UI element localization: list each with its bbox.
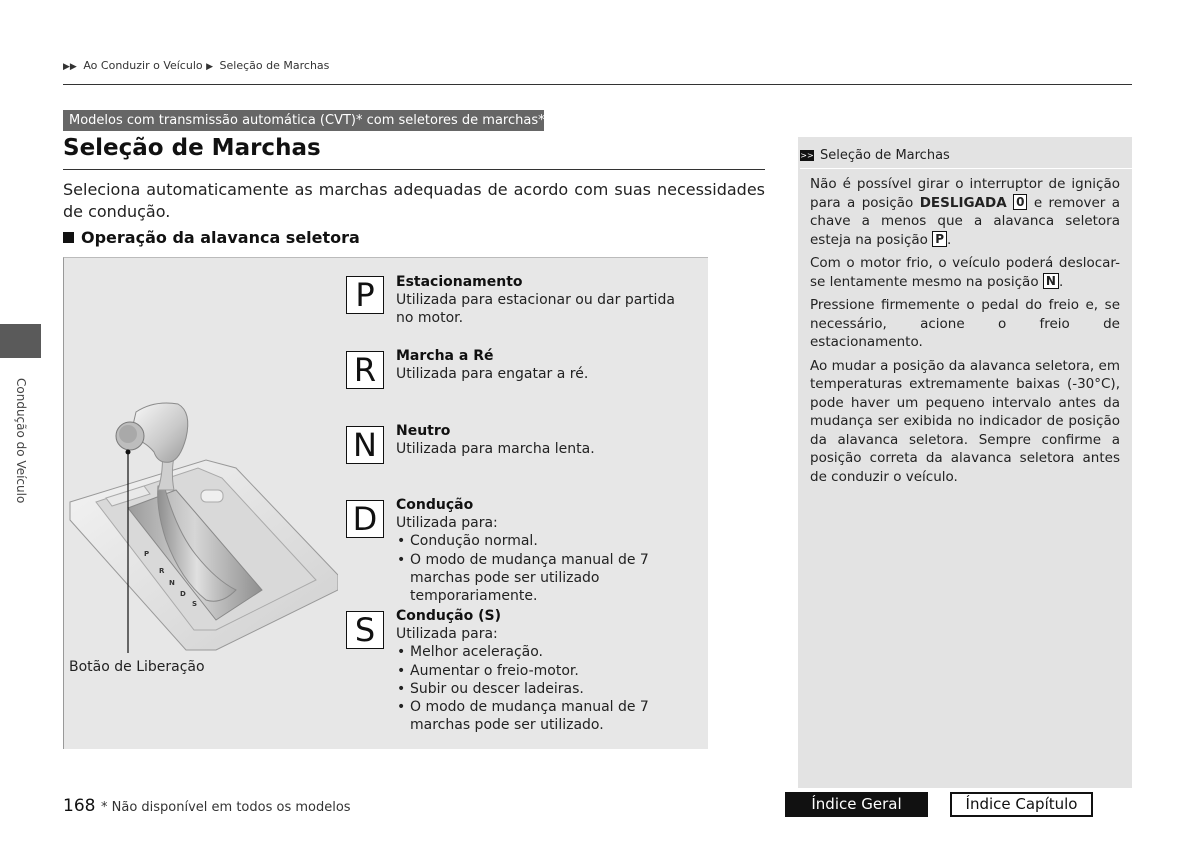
release-button-label: Botão de Liberação [69, 659, 205, 675]
shift-lever-illustration [66, 390, 338, 655]
note-paragraph [810, 254, 1120, 291]
gear-p-icon: P [346, 276, 384, 314]
gear-text: Utilizada para engatar a ré. [396, 366, 589, 383]
note-text: . [1058, 273, 1064, 290]
top-divider [63, 84, 1132, 85]
gear-title: Marcha a Ré [396, 348, 494, 364]
notes-divider [800, 168, 1132, 169]
chapter-index-button[interactable]: Índice Capítulo [950, 792, 1093, 817]
shift-letter-p: P [144, 550, 150, 558]
gear-text: Utilizada para: [396, 515, 498, 532]
list-item: • O modo de mudança manual de 7 marchas pode ser utilizado. [396, 698, 696, 734]
note-text: Não é possível girar o interruptor de ignição para a posição [810, 176, 1120, 211]
gear-d-icon: D [346, 500, 384, 538]
general-index-button[interactable]: Índice Geral [785, 792, 928, 817]
intro-text: Seleciona automaticamente as marchas adequadas de acordo com suas necessidades de condução. [63, 180, 765, 221]
note-bold: DESLIGADA [919, 194, 1007, 211]
gear-s-icon: S [346, 611, 384, 649]
gear-text: Utilizada para: [396, 626, 498, 643]
gear-r-icon: R [346, 351, 384, 389]
page-title: Seleção de Marchas [63, 135, 321, 161]
gear-text: Utilizada para marcha lenta. [396, 441, 595, 458]
double-chevron-icon: >> [800, 151, 814, 160]
gear-n-icon: N [346, 426, 384, 464]
chapter-label: Condução do Veículo [14, 378, 28, 504]
footnote: * Não disponível em todos os modelos [101, 800, 351, 815]
gear-title: Neutro [396, 423, 451, 439]
page-number: 168 [63, 796, 96, 816]
list-item: • Aumentar o freio-motor. [396, 662, 696, 680]
note-text: Com o motor frio, o veículo poderá deslocar-se lentamente mesmo na posição [810, 255, 1120, 290]
key-0-icon: 0 [1013, 194, 1027, 210]
note-text: e remover a chave a menos que a alavanca seletora esteja na posição [810, 194, 1120, 248]
gear-bullets [396, 643, 696, 734]
list-item: • Melhor aceleração. [396, 643, 696, 661]
key-p-icon: P [932, 231, 947, 247]
chapter-tab [0, 324, 41, 358]
list-item: • O modo de mudança manual de 7 marchas pode ser utilizado temporariamente. [396, 551, 696, 606]
breadcrumb-section[interactable]: Ao Conduzir o Veículo [83, 59, 203, 72]
shift-letter-r: R [159, 567, 165, 575]
breadcrumb-page[interactable]: Seleção de Marchas [219, 59, 330, 72]
gear-d-desc [396, 496, 696, 605]
gear-text: Utilizada para estacionar ou dar partida no motor. [396, 292, 675, 327]
gear-p-desc [396, 273, 696, 328]
note-text: . [947, 231, 952, 248]
note-paragraph [810, 175, 1120, 249]
list-item: • Subir ou descer ladeiras. [396, 680, 696, 698]
key-n-icon: N [1043, 273, 1059, 289]
gear-bullets [396, 532, 696, 605]
shift-letter-n: N [169, 579, 175, 587]
gear-n-desc [396, 422, 696, 458]
gear-title: Estacionamento [396, 274, 523, 290]
sub-heading [63, 228, 360, 247]
notes-heading-text: Seleção de Marchas [820, 148, 950, 163]
note-paragraph: Pressione firmemente o pedal do freio e, se necessário, acione o freio de estacionamento. [810, 297, 1120, 350]
list-item: • Condução normal. [396, 532, 696, 550]
models-strip: Modelos com transmissão automática (CVT)* com seletores de marchas* [63, 110, 544, 131]
notes-body [810, 175, 1120, 491]
shift-letter-s: S [192, 600, 198, 608]
breadcrumb [63, 59, 329, 72]
double-arrow-icon: ▶▶ [63, 62, 77, 72]
gear-r-desc [396, 347, 696, 383]
gear-title: Condução [396, 497, 474, 513]
arrow-icon: ▶ [206, 62, 214, 72]
gear-s-desc [396, 607, 696, 734]
shift-letter-d: D [180, 590, 186, 598]
sub-heading-text: Operação da alavanca seletora [81, 228, 360, 247]
notes-heading [800, 148, 950, 163]
note-paragraph: Ao mudar a posição da alavanca seletora, em temperaturas extremamente baixas (-30°C), pode haver um pequeno intervalo antes da mudança ser exibida no indicador de posição da alavanca seletora. Sempre confirme a posição correta da alavanca seletora antes de conduzir o veículo. [810, 357, 1120, 485]
square-bullet-icon [63, 232, 74, 243]
gear-title: Condução (S) [396, 608, 501, 624]
title-divider [63, 169, 765, 170]
